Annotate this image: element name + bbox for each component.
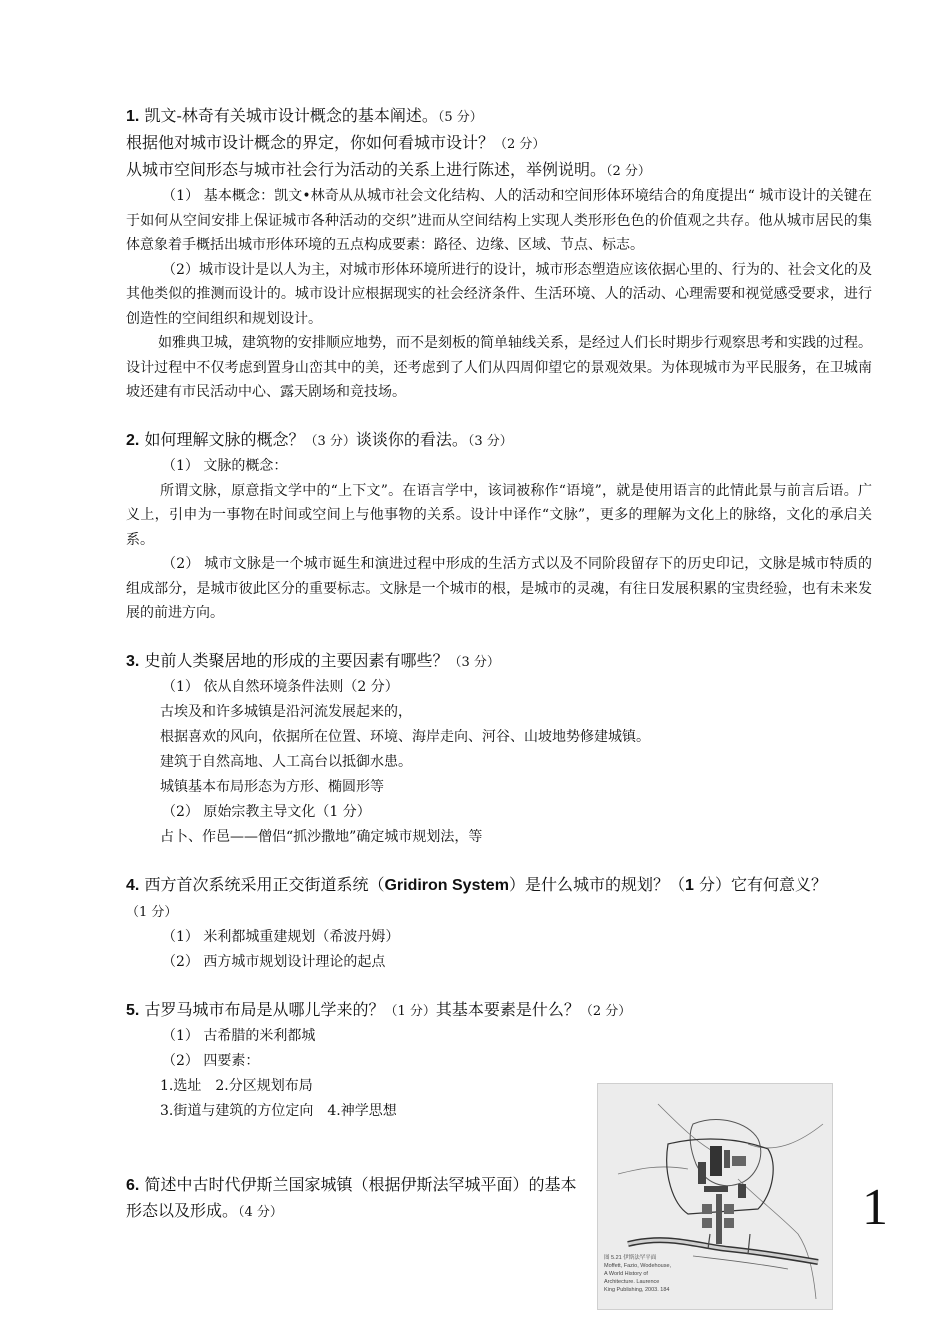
question-2 <box>126 427 872 626</box>
question-2-item-1: （1） 文脉的概念： <box>162 457 288 474</box>
question-4 <box>126 872 872 975</box>
question-5-title: 5. 古罗马城市布局是从哪儿学来的？（1 分）其基本要素是什么？（2 分） <box>126 999 632 1019</box>
question-2-title: 2. 如何理解文脉的概念？（3 分）谈谈你的看法。（3 分） <box>126 429 513 449</box>
isfahan-plan-figure <box>597 1083 833 1310</box>
question-5-item-1: （1） 古希腊的米利都城 <box>162 1027 316 1044</box>
figure-caption-line: 图 5.21 伊斯法罕平面 <box>604 1255 657 1261</box>
figure-caption-line: A World History of <box>604 1271 648 1277</box>
question-3 <box>126 648 872 850</box>
question-5-line: 1.选址 2.分区规划布局 <box>160 1077 313 1094</box>
question-3-item-2: （2） 原始宗教主导文化（1 分） <box>162 803 371 820</box>
question-5-line: 3.街道与建筑的方位定向 4.神学思想 <box>160 1102 397 1119</box>
document-body <box>126 103 872 1124</box>
question-3-line: 占卜、作邑——僧侣“抓沙撒地”确定城市规划法，等 <box>160 828 483 845</box>
question-4-title: 4. 西方首次系统采用正交街道系统（Gridiron System）是什么城市的规划？（1 分）它有何意义？（1 分） <box>126 874 827 920</box>
question-4-item-2: （2） 西方城市规划设计理论的起点 <box>162 953 386 970</box>
question-1-answer-1: （1） 基本概念：凯文•林奇从从城市社会文化结构、人的活动和空间形体环境结合的角度提出“ 城市设计的关键在于如何从空间安排上保证城市各种活动的交织”进而从空间结构上实现人类形形色色的价值观之共存。他从城市居民的集体意象着手概括出城市形体环境的五点构成要素：路径、边缘、区域、节点、标志。 <box>126 188 872 253</box>
question-1-answer-2: （2）城市设计是以人为主，对城市形体环境所进行的设计，城市形态塑造应该依据心里的、行为的、社会文化的及其他类似的推测而设计的。城市设计应根据现实的社会经济条件、生活环境、人的活动、心理需要和视觉感受要求，进行创造性的空间组织和规划设计。 <box>126 261 872 327</box>
question-3-line: 根据喜欢的风向，依据所在位置、环境、海岸走向、河谷、山坡地势修建城镇。 <box>160 728 650 745</box>
question-3-line: 建筑于自然高地、人工高台以抵御水患。 <box>160 753 412 770</box>
question-1-title: 1. 凯文-林奇有关城市设计概念的基本阐述。（5 分） <box>126 106 483 125</box>
figure-caption-line: Architecture. Laurence <box>604 1279 660 1285</box>
question-3-item-1: （1） 依从自然环境条件法则（2 分） <box>162 678 399 695</box>
question-2-answer-2: （2） 城市文脉是一个城市诞生和演进过程中形成的生活方式以及不同阶段留存下的历史印记，文脉是城市特质的组成部分，是城市彼此区分的重要标志。文脉是一个城市的根，是城市的灵魂，有往日发展积累的宝贵经验，也有未来发展的前进方向。 <box>126 556 872 621</box>
question-1 <box>126 103 872 405</box>
question-3-title: 3. 史前人类聚居地的形成的主要因素有哪些？（3 分） <box>126 650 500 670</box>
question-4-item-1: （1） 米利都城重建规划（希波丹姆） <box>162 928 400 945</box>
question-5-item-2: （2） 四要素： <box>162 1052 260 1069</box>
question-3-line: 古埃及和许多城镇是沿河流发展起来的， <box>160 703 412 720</box>
question-6: 6. 简述中古时代伊斯兰国家城镇（根据伊斯法罕城平面）的基本形态以及形成。（4 分） <box>126 1175 577 1220</box>
question-2-answer-1: 所谓文脉，原意指文学中的“上下文”。在语言学中，该词被称作“语境”，就是使用语言的此情此景与前言后语。广义上，引申为一事物在时间或空间上与他事物的关系。设计中译作“文脉”，更多的理解为文化上的脉络，文化的承启关系。 <box>126 482 872 548</box>
isfahan-plan-drawing <box>598 1084 832 1309</box>
question-1-answer-3: 如雅典卫城，建筑物的安排顺应地势，而不是刻板的简单轴线关系，是经过人们长时期步行观察思考和实践的过程。设计过程中不仅考虑到置身山峦其中的美，还考虑到了人们从四周仰望它的景观效果。为体现城市为平民服务，在卫城南坡还建有市民活动中心、露天剧场和竞技场。 <box>126 335 872 400</box>
figure-caption-line: Moffett, Fazio, Wodehouse, <box>604 1263 672 1269</box>
page-number: 1 <box>862 1179 888 1236</box>
question-1-subquestion-a: 根据他对城市设计概念的界定，你如何看城市设计？（2 分） <box>126 133 546 152</box>
question-1-subquestion-b: 从城市空间形态与城市社会行为活动的关系上进行陈述，举例说明。（2 分） <box>126 160 651 179</box>
question-3-line: 城镇基本布局形态为方形、椭圆形等 <box>160 778 384 795</box>
figure-caption-line: King Publishing, 2003. 184 <box>604 1287 670 1293</box>
